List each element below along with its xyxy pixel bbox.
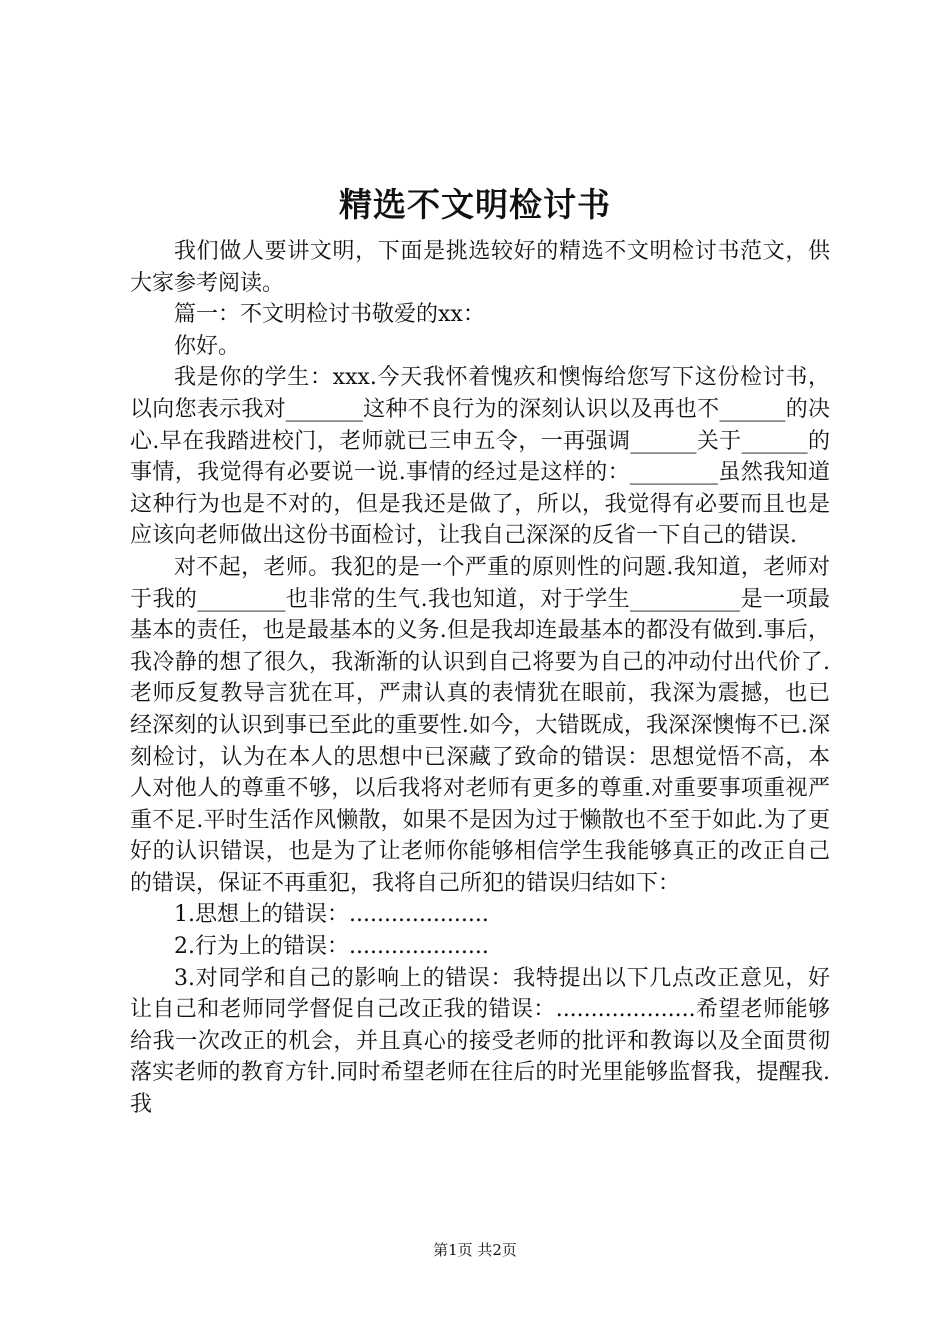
paragraph-body-2: 对不起，老师。我犯的是一个严重的原则性的问题.我知道，老师对于我的________也非常的生气.我也知道，对于学生__________是一项最基本的责任，也是最基本的义务.但是我却连最基本的都没有做到.事后，我冷静的想了很久，我渐渐的认识到自己将要为自己的冲动付出代价了.老师反复教导言犹在耳，严肃认真的表情犹在眼前，我深为震撼，也已经深刻的认识到事已至此的重要性.如今，大错既成，我深深懊悔不已.深刻检讨，认为在本人的思想中已深藏了致命的错误：思想觉悟不高，本人对他人的尊重不够，以后我将对老师有更多的尊重.对重要事项重视严重不足.平时生活作风懒散，如果不是因为过于懒散也不至于如此.为了更好的认识错误，也是为了让老师你能够相信学生我能够真正的改正自己的错误，保证不再重犯，我将自己所犯的错误归结如下： (130, 554, 830, 896)
list-item-2: 2.行为上的错误：.................... (174, 934, 489, 960)
paragraph-body-1: 我是你的学生：xxx.今天我怀着愧疚和懊悔给您写下这份检讨书，以向您表示我对_______这种不良行为的深刻认识以及再也不______的决心.早在我踏进校门，老师就已三申五令，一再强调______关于______的事情，我觉得有必要说一说.事情的经过是这样的：________虽然我知道这种行为也是不对的，但是我还是做了，所以，我觉得有必要而且也是应该向老师做出这份书面检讨，让我自己深深的反省一下自己的错误. (130, 365, 830, 549)
page-number: 第1页 共2页 (433, 1241, 517, 1259)
list-item-1: 1.思想上的错误：.................... (174, 902, 489, 928)
paragraph-intro: 我们做人要讲文明，下面是挑选较好的精选不文明检讨书范文，供大家参考阅读。 (130, 239, 830, 296)
document-title: 精选不文明检讨书 (339, 185, 611, 224)
list-item-3: 3.对同学和自己的影响上的错误：我特提出以下几点改正意见，好让自己和老师同学督促自己改正我的错误：....................希望老师能够给我一次改正的机会，并且真心的接受老师的批评和教诲以及全面贯彻落实老师的教育方针.同时希望老师在往后的时光里能够监督我，提醒我.我 (130, 965, 830, 1118)
document-body (130, 236, 830, 1121)
paragraph-greeting: 你好。 (174, 333, 241, 359)
paragraph-heading: 篇一：不文明检讨书敬爱的xx： (174, 302, 485, 328)
